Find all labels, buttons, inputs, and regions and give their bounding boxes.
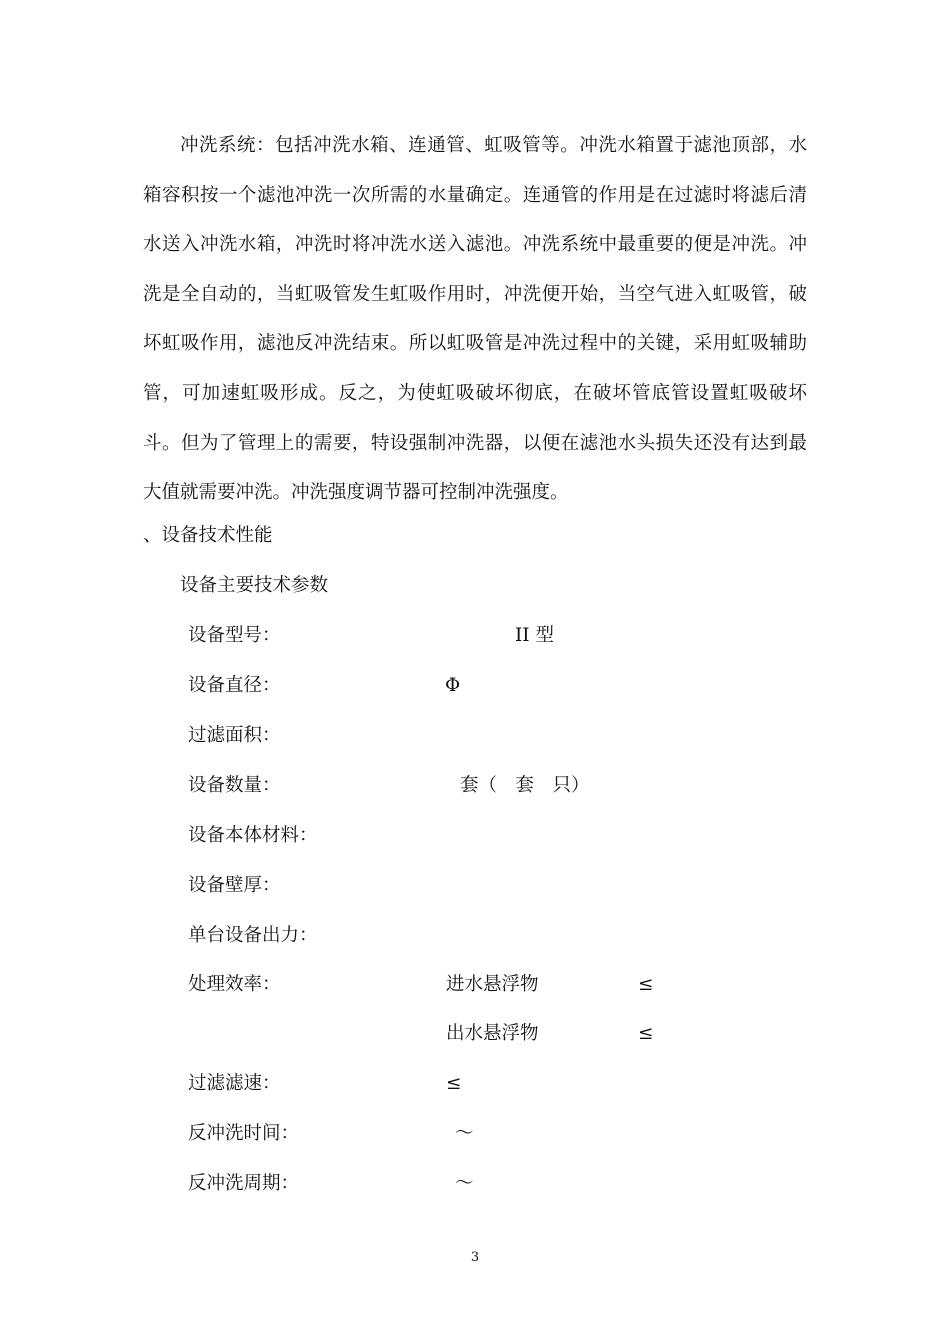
body-paragraph: 冲洗系统：包括冲洗水箱、连通管、虹吸管等。冲洗水箱置于滤池顶部，水箱容积按一个滤池冲洗一次所需的水量确定。连通管的作用是在过滤时将滤后清水送入冲洗水箱，冲洗时将冲洗水送入滤池。冲洗系统中最重要的便是冲洗。冲洗是全自动的，当虹吸管发生虹吸作用时，冲洗便开始，当空气进入虹吸管，破坏虹吸作用，滤池反冲洗结束。所以虹吸管是冲洗过程中的关键，采用虹吸辅助管，可加速虹吸形成。反之，为使虹吸破坏彻底，在破坏管底管设置虹吸破坏斗。但为了管理上的需要，特设强制冲洗器，以便在滤池水头损失还没有达到最大值就需要冲洗。冲洗强度调节器可控制冲洗强度。 (143, 135, 807, 504)
param-output-label: 单台设备出力： (188, 925, 318, 946)
param-model-label: 设备型号： (188, 625, 281, 646)
section-title: 、设备技术性能 (143, 525, 273, 546)
param-model-value: II 型 (515, 625, 554, 646)
param-efficiency-outlet: 出水悬浮物 (446, 1023, 539, 1044)
param-efficiency-label: 处理效率： (188, 974, 281, 995)
page-number: 3 (470, 1250, 480, 1265)
param-area-label: 过滤面积： (188, 725, 281, 746)
param-material-label: 设备本体材料： (188, 825, 318, 846)
param-efficiency-inlet: 进水悬浮物 (446, 974, 539, 995)
param-speed-value: ≤ (446, 1073, 462, 1094)
subsection-title: 设备主要技术参数 (180, 575, 329, 596)
param-bw-cycle-value: ～ (455, 1173, 474, 1194)
param-quantity-value: 套（ 套 只） (460, 775, 590, 796)
param-thickness-label: 设备壁厚： (188, 875, 281, 896)
param-diameter-value: Φ (445, 675, 461, 696)
param-speed-label: 过滤滤速： (188, 1073, 281, 1094)
param-bw-time-label: 反冲洗时间： (188, 1123, 300, 1144)
param-bw-time-value: ～ (455, 1123, 474, 1144)
param-bw-cycle-label: 反冲洗周期： (188, 1173, 300, 1194)
param-quantity-label: 设备数量： (188, 775, 281, 796)
param-efficiency-inlet-sign: ≤ (638, 974, 654, 995)
param-diameter-label: 设备直径： (188, 675, 281, 696)
param-efficiency-outlet-sign: ≤ (638, 1023, 654, 1044)
